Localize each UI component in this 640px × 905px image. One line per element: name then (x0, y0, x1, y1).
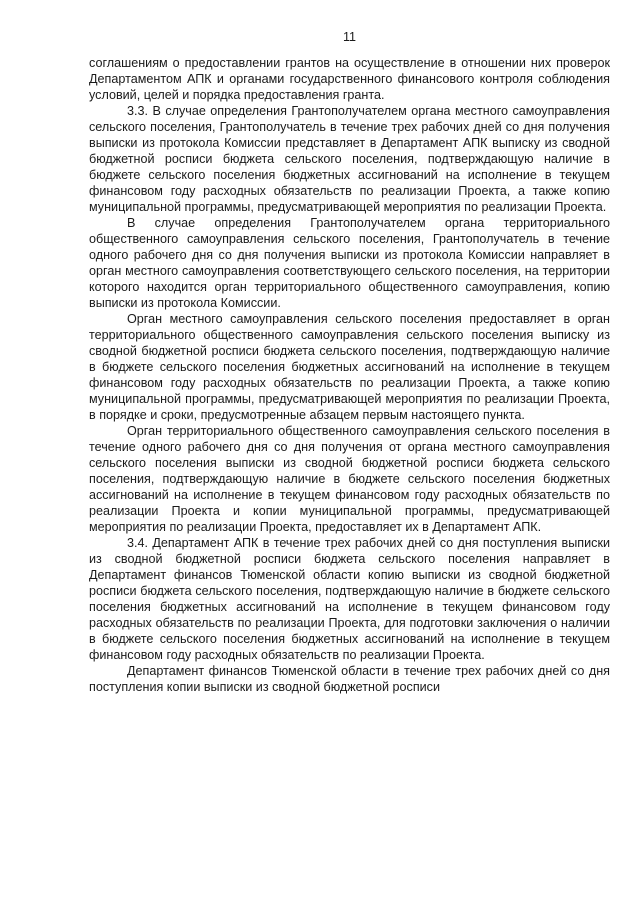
paragraph-7: Департамент финансов Тюменской области в течение трех рабочих дней со дня поступления копии выписки из сводной бюджетной росписи (89, 664, 610, 694)
page-number: 11 (342, 30, 357, 44)
paragraph-3: В случае определения Грантополучателем органа территориального общественного самоуправления сельского поселения, Грантополучатель в течение одного рабочего дня со дня получения выписки из протокола Комиссии направляет в орган местного самоуправления соответствующего сельского поселения, на территории которого находится орган территориального общественного самоуправления, копию выписки из протокола Комиссии. (89, 216, 610, 310)
paragraph-6: 3.4. Департамент АПК в течение трех рабочих дней со дня поступления выписки из сводной бюджетной росписи бюджета сельского поселения направляет в Департамент финансов Тюменской области копию выписки из сводной бюджетной росписи бюджета сельского поселения, подтверждающую наличие в бюджете сельского поселения бюджетных ассигнований на исполнение в текущем финансовом году расходных обязательств по реализации Проекта, для подготовки заключения о наличии в бюджете сельского поселения бюджетных ассигнований на исполнение в текущем финансовом году расходных обязательств по реализации Проекта. (89, 536, 610, 662)
paragraph-5: Орган территориального общественного самоуправления сельского поселения в течение одного рабочего дня со дня получения от органа местного самоуправления сельского поселения выписки из сводной бюджетной росписи бюджета сельского поселения, подтверждающую наличие в бюджете сельского поселения бюджетных ассигнований на исполнение в текущем финансовом году расходных обязательств по реализации Проекта и копии муниципальной программы, предусматривающей мероприятия по реализации Проекта, предоставляет их в Департамент АПК. (89, 424, 610, 534)
paragraph-2: 3.3. В случае определения Грантополучателем органа местного самоуправления сельского поселения, Грантополучатель в течение трех рабочих дней со дня получения выписки из протокола Комиссии представляет в Департамент АПК выписку из сводной бюджетной росписи бюджета сельского поселения, подтверждающую наличие в бюджете сельского поселения бюджетных ассигнований на исполнение в текущем финансовом году расходных обязательств по реализации Проекта, а также копию муниципальной программы, предусматривающей мероприятия по реализации Проекта. (89, 104, 610, 214)
paragraph-4: Орган местного самоуправления сельского поселения предоставляет в орган территориального общественного самоуправления сельского поселения выписку из сводной бюджетной росписи бюджета сельского поселения, подтверждающую наличие в бюджете сельского поселения бюджетных ассигнований на исполнение в текущем финансовом году расходных обязательств по реализации Проекта, а также копию муниципальной программы, предусматривающей мероприятия по реализации Проекта, в порядке и сроки, предусмотренные абзацем первым настоящего пункта. (89, 312, 610, 422)
paragraph-1: соглашениям о предоставлении грантов на осуществление в отношении них проверок Департаментом АПК и органами государственного финансового контроля соблюдения условий, целей и порядка предоставления гранта. (89, 56, 610, 102)
document-page (89, 29, 610, 695)
